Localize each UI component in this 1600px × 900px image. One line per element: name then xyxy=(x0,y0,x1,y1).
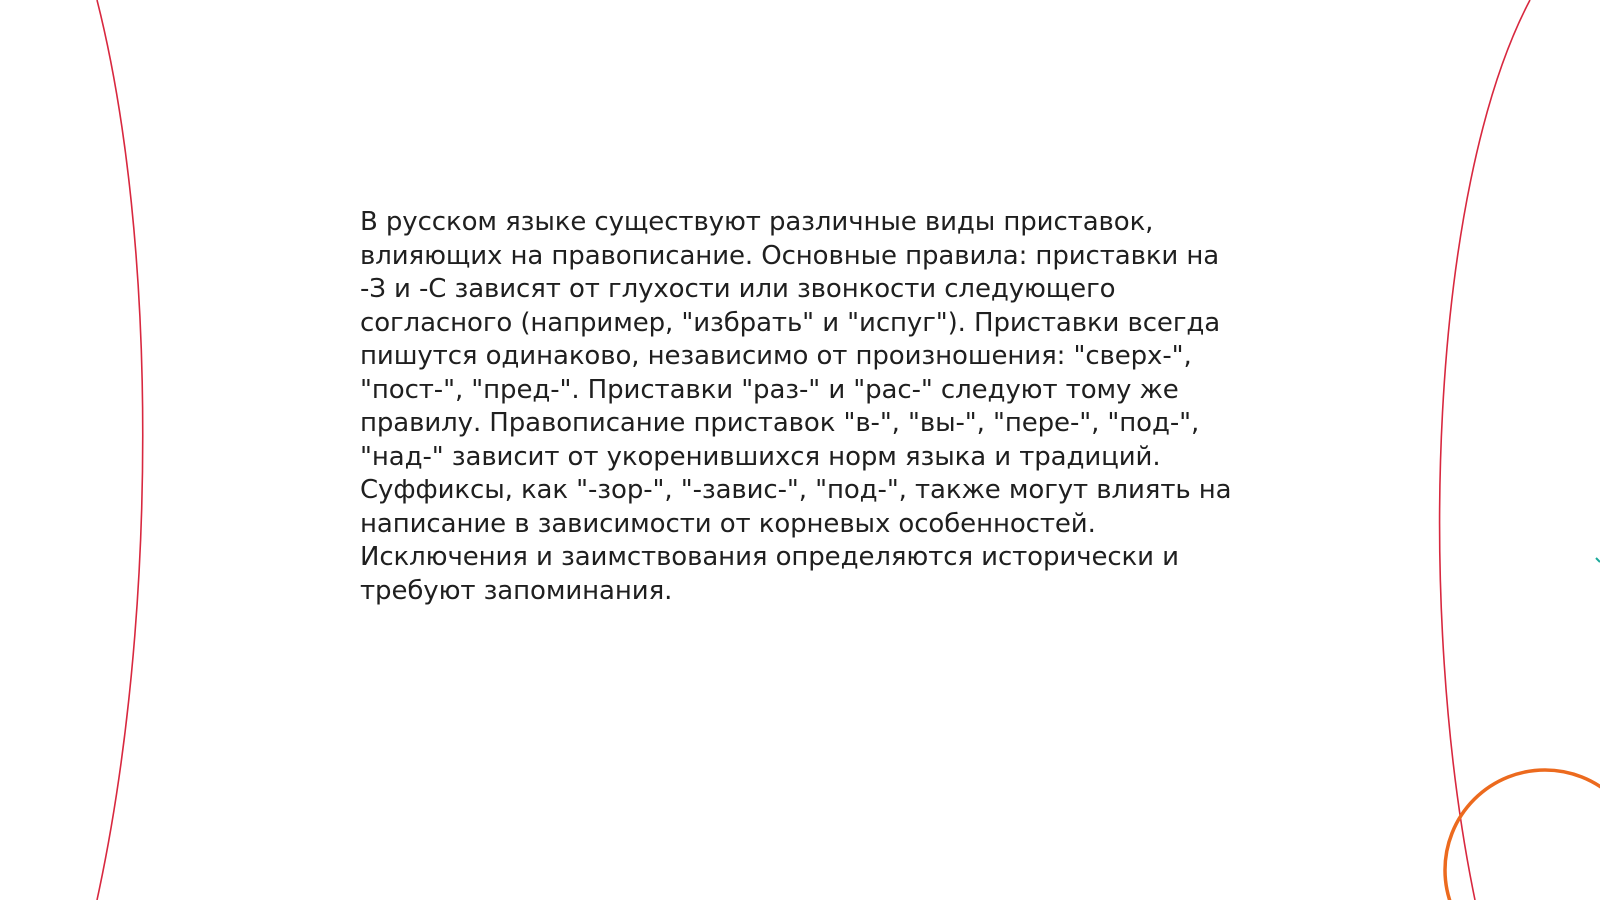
right-curve-line xyxy=(1440,0,1530,900)
left-curve-line xyxy=(97,0,143,900)
teal-accent-mark xyxy=(1596,558,1600,562)
orange-circle-outline xyxy=(1445,770,1600,900)
body-text: В русском языке существуют различные виды приставок, влияющих на правописание. Основные правила: приставки на -З и -С зависят от глухости или звонкости следующего согласного (например, "избрать" и "испуг"). Приставки всегда пишутся одинаково, независимо от произношения: "сверх-", "пост-", "пред-". Приставки "раз-" и "рас-" следуют тому же правилу. Правописание приставок "в-", "вы-", "пере-", "под-", "над-" зависит от укоренившихся норм языка и традиций. Суффиксы, как "-зор-", "-завис-", "под-", также могут влиять на написание в зависимости от корневых особенностей. Исключения и заимствования определяются исторически и требуют запоминания. xyxy=(360,207,1232,606)
